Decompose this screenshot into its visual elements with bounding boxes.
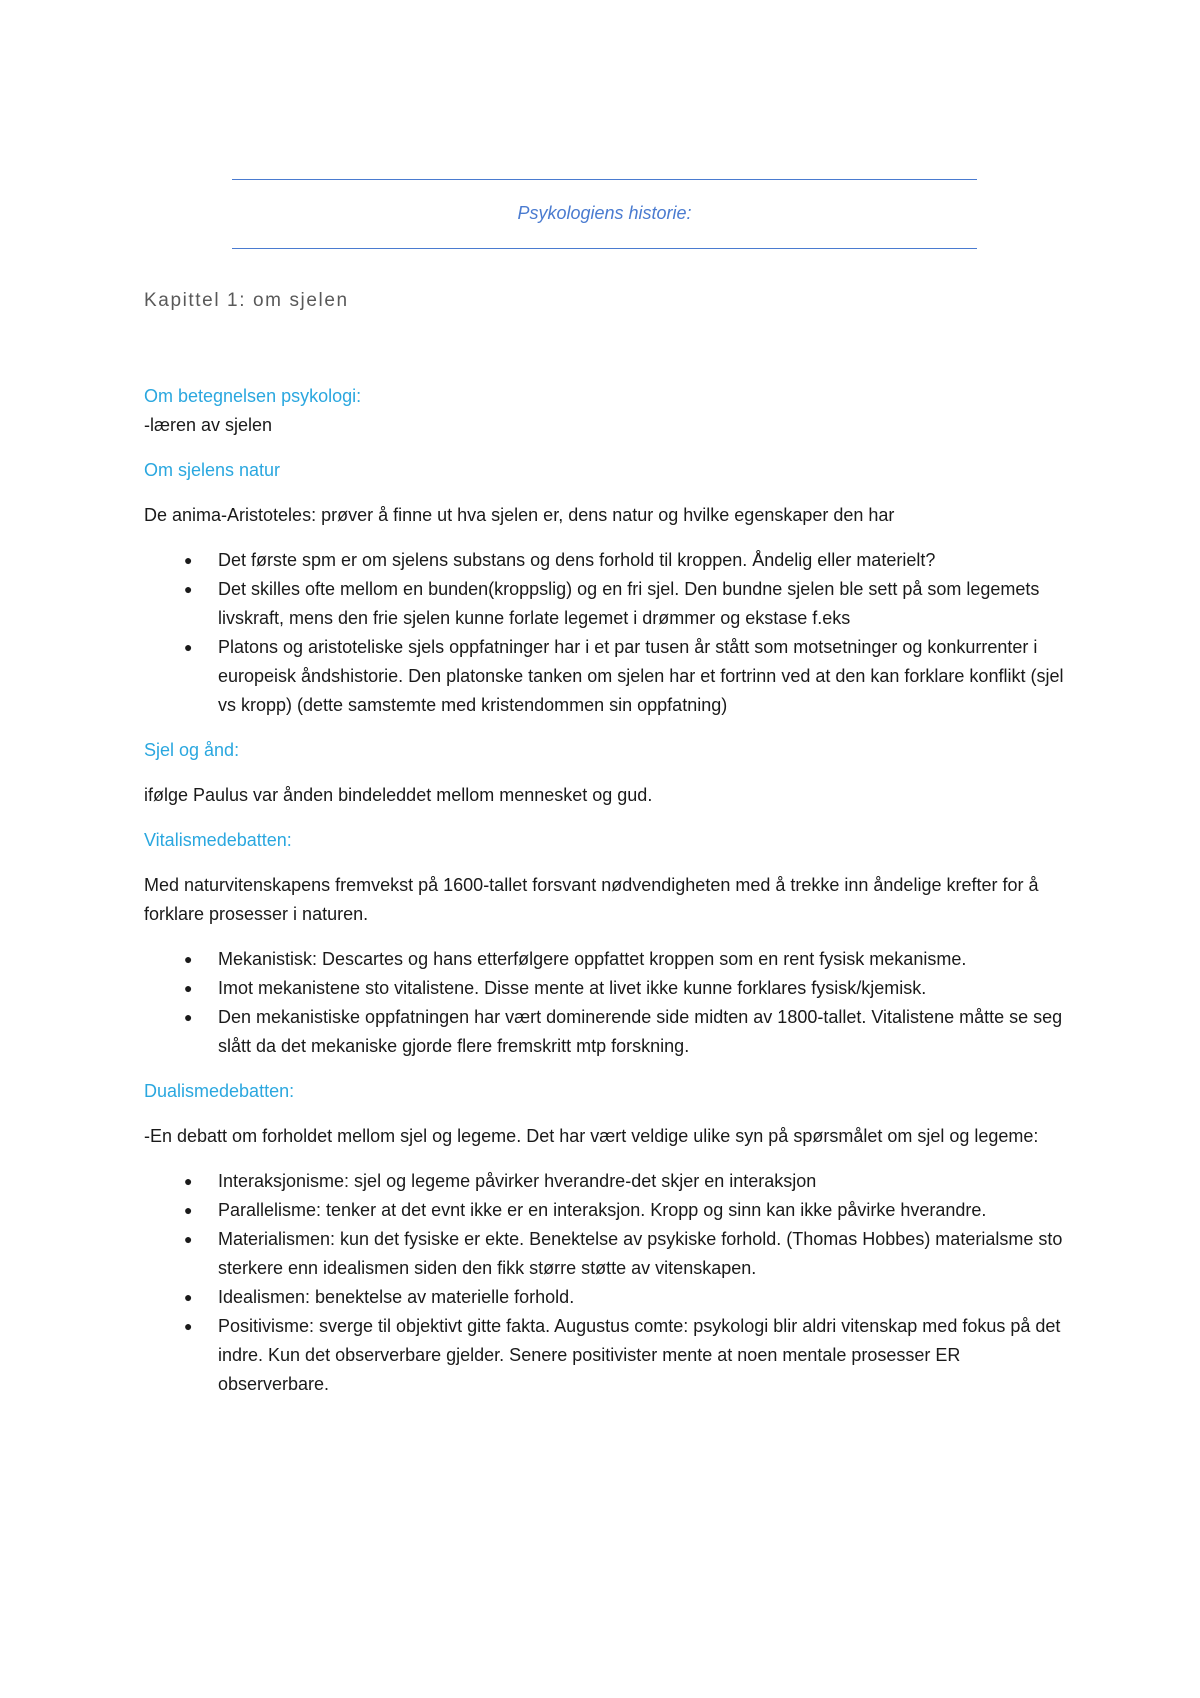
paragraph: -læren av sjelen <box>144 415 273 435</box>
list-item-text: Materialismen: kun det fysiske er ekte. Benektelse av psykiske forhold. (Thomas Hobbes) materialsme sto sterkere enn idealismen siden den fikk større støtte av vitenskapen. <box>218 1229 1063 1278</box>
bullet-icon: ● <box>184 639 193 655</box>
bullet-icon: ● <box>184 1173 193 1189</box>
list-item <box>144 1225 1074 1283</box>
section-heading: Om betegnelsen psykologi: <box>144 386 362 406</box>
title-rule-top <box>232 179 977 180</box>
section-heading: Dualismedebatten: <box>144 1081 295 1101</box>
list-item-text: Parallelisme: tenker at det evnt ikke er en interaksjon. Kropp og sinn kan ikke påvirke hverandre. <box>218 1200 987 1220</box>
list-item-text: Positivisme: sverge til objektivt gitte fakta. Augustus comte: psykologi blir aldri vitenskap med fokus på det indre. Kun det observerbare gjelder. Senere positivister mente at noen mentale prosesser ER observerbare. <box>218 1316 1061 1394</box>
bullet-list <box>144 945 1074 1061</box>
bullet-icon: ● <box>184 1289 193 1305</box>
list-item <box>144 974 1074 1003</box>
list-item-text: Det første spm er om sjelens substans og dens forhold til kroppen. Åndelig eller materielt? <box>218 550 936 570</box>
section-heading: Vitalismedebatten: <box>144 830 292 850</box>
list-item-text: Mekanistisk: Descartes og hans etterfølgere oppfattet kroppen som en rent fysisk mekanisme. <box>218 949 967 969</box>
bullet-list <box>144 1167 1074 1399</box>
list-item <box>144 546 1074 575</box>
bullet-icon: ● <box>184 1231 193 1247</box>
list-item-text: Den mekanistiske oppfatningen har vært dominerende side midten av 1800-tallet. Vitalistene måtte se seg slått da det mekaniske gjorde flere fremskritt mtp forskning. <box>218 1007 1063 1056</box>
bullet-icon: ● <box>184 1009 193 1025</box>
list-item <box>144 1312 1074 1399</box>
bullet-list <box>144 546 1074 720</box>
list-item-text: Idealismen: benektelse av materielle forhold. <box>218 1287 575 1307</box>
list-item <box>144 1196 1074 1225</box>
list-item <box>144 1283 1074 1312</box>
bullet-icon: ● <box>184 951 193 967</box>
paragraph: ifølge Paulus var ånden bindeleddet mellom mennesket og gud. <box>144 785 653 805</box>
bullet-icon: ● <box>184 980 193 996</box>
document-body <box>144 382 1074 1399</box>
paragraph: Med naturvitenskapens fremvekst på 1600-tallet forsvant nødvendigheten med å trekke inn åndelige krefter for å forklare prosesser i naturen. <box>144 875 1039 924</box>
list-item <box>144 945 1074 974</box>
list-item-text: Det skilles ofte mellom en bunden(kroppslig) og en fri sjel. Den bundne sjelen ble sett på som legemets livskraft, mens den frie sjelen kunne forlate legemet i drømmer og ekstase f.eks <box>218 579 1040 628</box>
section-heading: Om sjelens natur <box>144 460 281 480</box>
list-item-text: Interaksjonisme: sjel og legeme påvirker hverandre-det skjer en interaksjon <box>218 1171 817 1191</box>
list-item <box>144 1167 1074 1196</box>
bullet-icon: ● <box>184 1202 193 1218</box>
section-heading: Sjel og ånd: <box>144 740 240 760</box>
list-item <box>144 633 1074 720</box>
document-title: Psykologiens historie: <box>517 203 692 223</box>
list-item <box>144 575 1074 633</box>
bullet-icon: ● <box>184 581 193 597</box>
list-item <box>144 1003 1074 1061</box>
paragraph: De anima-Aristoteles: prøver å finne ut hva sjelen er, dens natur og hvilke egenskaper den har <box>144 505 895 525</box>
list-item-text: Platons og aristoteliske sjels oppfatninger har i et par tusen år stått som motsetninger og konkurrenter i europeisk åndshistorie. Den platonske tanken om sjelen har et fortrinn ved at den kan forklare konflikt (sjel vs kropp) (dette samstemte med kristendommen sin oppfatning) <box>218 637 1064 715</box>
bullet-icon: ● <box>184 1318 193 1334</box>
list-item-text: Imot mekanistene sto vitalistene. Disse mente at livet ikke kunne forklares fysisk/kjemisk. <box>218 978 927 998</box>
bullet-icon: ● <box>184 552 193 568</box>
chapter-heading: Kapittel 1: om sjelen <box>144 290 349 311</box>
paragraph: -En debatt om forholdet mellom sjel og legeme. Det har vært veldige ulike syn på spørsmålet om sjel og legeme: <box>144 1126 1039 1146</box>
title-rule-bottom <box>232 248 977 249</box>
